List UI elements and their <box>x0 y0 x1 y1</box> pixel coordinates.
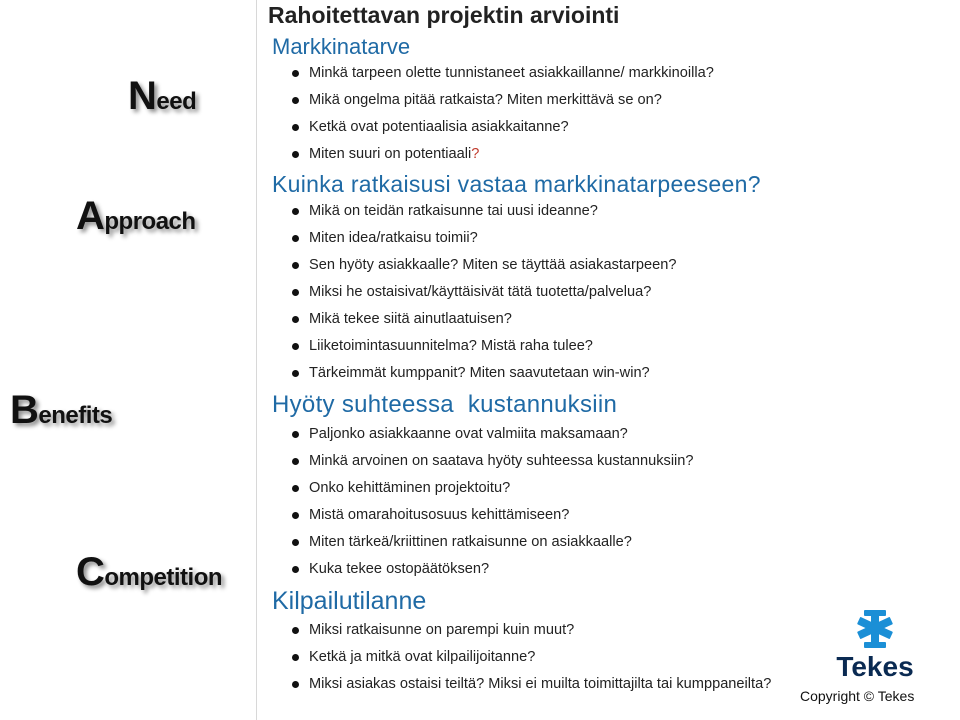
heading-markkinatarve: Markkinatarve <box>272 34 411 59</box>
heading-kilpailutilanne: Kilpailutilanne <box>272 587 427 615</box>
list-item <box>272 306 952 333</box>
list-item-text: Minkä arvoinen on saatava hyöty suhteessa kustannuksiin? <box>309 453 694 469</box>
list-item-text: Kuka tekee ostopäätöksen? <box>309 561 490 577</box>
bullet-icon <box>292 512 299 519</box>
list-item <box>272 252 952 279</box>
bullet-icon <box>292 316 299 323</box>
list-item <box>272 448 952 475</box>
list-item <box>272 502 952 529</box>
bullet-icon <box>292 124 299 131</box>
need-list <box>272 60 952 168</box>
page-title: Rahoitettavan projektin arviointi <box>268 2 620 28</box>
approach-list <box>272 198 952 387</box>
heading-ratkaisu: Kuinka ratkaisusi vastaa markkinatarpeeseen? <box>272 171 761 197</box>
bullet-icon <box>292 566 299 573</box>
list-item-text: Miksi he ostaisivat/käyttäisivät tätä tuotetta/palvelua? <box>309 284 652 300</box>
content-column <box>272 30 952 698</box>
list-item-text: Paljonko asiakkaanne ovat valmiita maksamaan? <box>309 426 628 442</box>
nabc-competition-label <box>76 550 228 594</box>
bullet-icon <box>292 431 299 438</box>
column-divider <box>256 0 257 720</box>
nabc-benefits-label <box>10 388 118 432</box>
nabc-benefits-rest: enefits <box>38 402 113 429</box>
list-item-text: Mikä on teidän ratkaisunne tai uusi ideanne? <box>309 203 598 219</box>
bullet-icon <box>292 654 299 661</box>
list-item <box>272 556 952 583</box>
bullet-icon <box>292 370 299 377</box>
nabc-need-rest: eed <box>156 88 197 115</box>
benefits-list <box>272 421 952 583</box>
bullet-icon <box>292 681 299 688</box>
list-item <box>272 87 952 114</box>
nabc-approach-initial: A <box>76 194 105 238</box>
bullet-icon <box>292 539 299 546</box>
list-item-text: Miksi asiakas ostaisi teiltä? Miksi ei muilta toimittajilta tai kumppaneilta? <box>309 676 772 692</box>
nabc-benefits-initial: B <box>10 388 39 432</box>
nabc-competition-initial: C <box>76 550 105 594</box>
bullet-icon <box>292 208 299 215</box>
list-item-text: Mikä tekee siitä ainutlaatuisen? <box>309 311 512 327</box>
list-item-text: Miten tärkeä/kriittinen ratkaisunne on asiakkaalle? <box>309 534 632 550</box>
bullet-icon <box>292 70 299 77</box>
list-item <box>272 60 952 87</box>
list-item <box>272 475 952 502</box>
nabc-approach-rest: pproach <box>104 208 196 235</box>
list-item-text: Mikä ongelma pitää ratkaista? Miten merkittävä se on? <box>309 92 662 108</box>
list-item <box>272 198 952 225</box>
nabc-competition-rest: ompetition <box>104 564 223 591</box>
heading-hyoty: Hyöty suhteessa kustannuksiin <box>272 391 618 418</box>
list-item-text: Tärkeimmät kumppanit? Miten saavutetaan win-win? <box>309 365 650 381</box>
bullet-icon <box>292 262 299 269</box>
list-item <box>272 114 952 141</box>
list-item <box>272 421 952 448</box>
list-item-text: Ketkä ja mitkä ovat kilpailijoitanne? <box>309 649 536 665</box>
list-item-text: Onko kehittäminen projektoitu? <box>309 480 511 496</box>
list-item-text: Minkä tarpeen olette tunnistaneet asiakkaillanne/ markkinoilla? <box>309 65 714 81</box>
list-item <box>272 225 952 252</box>
bullet-icon <box>292 343 299 350</box>
list-item-question-mark: ? <box>471 146 480 162</box>
list-item-text: Miten suuri on potentiaali <box>309 146 472 162</box>
tekes-logo-mark-icon <box>822 610 932 682</box>
list-item <box>272 141 952 168</box>
nabc-approach-label <box>76 194 202 238</box>
list-item <box>272 529 952 556</box>
bullet-icon <box>292 485 299 492</box>
nabc-need-initial: N <box>128 74 157 118</box>
bullet-icon <box>292 235 299 242</box>
tekes-logo-text: Tekes <box>836 651 914 682</box>
list-item-text: Liiketoimintasuunnitelma? Mistä raha tulee? <box>309 338 593 354</box>
list-item <box>272 333 952 360</box>
bullet-icon <box>292 151 299 158</box>
list-item <box>272 279 952 306</box>
nabc-need-label <box>128 74 202 118</box>
list-item <box>272 360 952 387</box>
tekes-logo <box>822 610 932 682</box>
bullet-icon <box>292 627 299 634</box>
list-item-text: Mistä omarahoitusosuus kehittämiseen? <box>309 507 570 523</box>
list-item-text: Miten idea/ratkaisu toimii? <box>309 230 478 246</box>
bullet-icon <box>292 458 299 465</box>
bullet-icon <box>292 97 299 104</box>
list-item-text: Sen hyöty asiakkaalle? Miten se täyttää asiakastarpeen? <box>309 257 677 273</box>
bullet-icon <box>292 289 299 296</box>
list-item-text: Miksi ratkaisunne on parempi kuin muut? <box>309 622 575 638</box>
copyright-text: Copyright © Tekes <box>800 688 915 704</box>
list-item-text: Ketkä ovat potentiaalisia asiakkaitanne? <box>309 119 569 135</box>
